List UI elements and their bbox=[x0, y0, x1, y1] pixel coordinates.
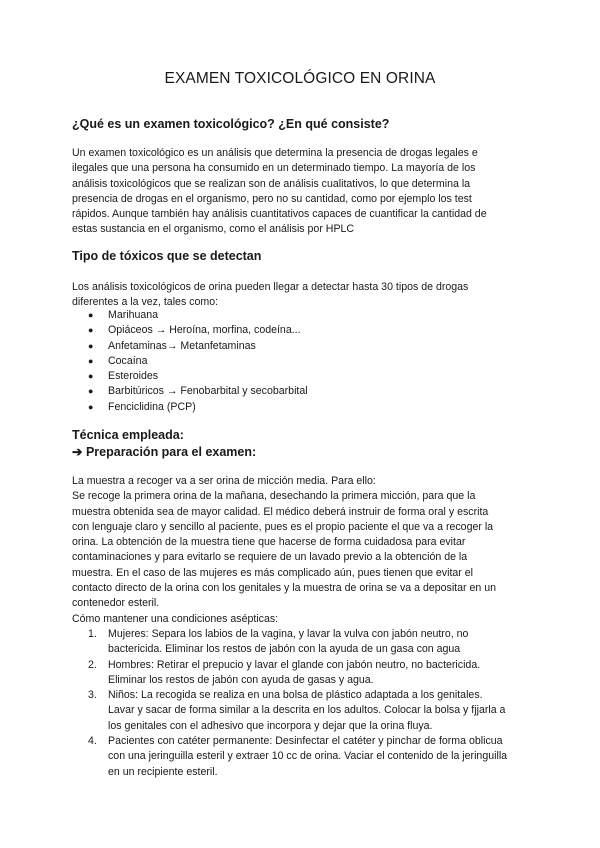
paragraph-line: estas sustancia en el organismo, como el análisis por HPLC bbox=[72, 223, 355, 236]
paragraph-line: presencia de drogas en el organismo, pero no su cantidad, como por ejemplo los test bbox=[72, 192, 472, 205]
section-heading-toxics: Tipo de tóxicos que se detectan bbox=[72, 249, 262, 263]
paragraph-line: La muestra a recoger va a ser orina de micción media. Para ello: bbox=[72, 475, 376, 487]
list-item-line: bactericida. Eliminar los restos de jabón con la ayuda de un gasa con agua bbox=[108, 643, 461, 656]
list-item-line: Lavar y sacar de forma similar a la descrita en los adultos. Colocar la bolsa y fjjarla a bbox=[108, 704, 506, 717]
list-item-line: Mujeres: Separa los labios de la vagina, y lavar la vulva con jabón neutro, no bbox=[108, 628, 469, 640]
section-paragraph-toxics bbox=[72, 280, 534, 311]
list-item-line: Eliminar los restos de jabón con ayuda de gasas y agua. bbox=[108, 673, 374, 686]
section-paragraph-technique bbox=[72, 474, 534, 627]
aseptic-numbered-list bbox=[88, 627, 507, 780]
section-heading-what-is: ¿Qué es un examen toxicológico? ¿En qué consiste? bbox=[72, 117, 390, 131]
list-item-label: Cocaína bbox=[108, 354, 148, 367]
bullet-icon: ● bbox=[88, 371, 94, 382]
list-item-line: Hombres: Retirar el prepucio y lavar el glande con jabón neutro, no bactericida. bbox=[108, 658, 481, 671]
bullet-icon: ● bbox=[88, 386, 94, 397]
paragraph-line: con lenguaje claro y sencillo al paciente, pues es el propio paciente el que va a recoger la bbox=[72, 520, 494, 533]
list-number: 4. bbox=[88, 735, 97, 748]
list-item bbox=[88, 400, 308, 415]
section-subheading-preparation: ➔ Preparación para el examen: bbox=[72, 445, 257, 459]
section-heading-technique: Técnica empleada: bbox=[72, 428, 184, 442]
paragraph-line: muestra obtenida sea de mayor calidad. El médico deberá instruir de forma oral y escrita bbox=[72, 505, 489, 518]
list-item bbox=[88, 354, 308, 369]
paragraph-line: Cómo mantener una condiciones asépticas: bbox=[72, 612, 279, 625]
list-item bbox=[88, 339, 308, 354]
section-paragraph-what-is bbox=[72, 146, 534, 238]
bullet-icon: ● bbox=[88, 340, 94, 351]
list-item bbox=[88, 308, 308, 323]
bullet-icon: ● bbox=[88, 355, 94, 366]
paragraph-line: muestra. En el caso de las mujeres es más complicado aún, pues tienen que evitar el bbox=[72, 566, 474, 579]
paragraph-line: diferentes a la vez, tales como: bbox=[72, 296, 219, 309]
document-title: EXAMEN TOXICOLÓGICO EN ORINA bbox=[164, 70, 436, 87]
paragraph-line: orina. La obtención de la muestra tiene que hacerse de forma cuidadosa para evitar bbox=[72, 536, 466, 549]
list-item-label: Opiáceos → Heroína, morfina, codeína... bbox=[108, 324, 301, 337]
list-item-line: los genitales con el adhesivo que incorpora y dejar que la orina fluya. bbox=[108, 719, 433, 732]
list-item-label: Fenciclidina (PCP) bbox=[108, 400, 196, 413]
paragraph-line: contacto directo de la orina con los genitales y la muestra de orina se va a depositar en un bbox=[72, 582, 497, 595]
list-number: 3. bbox=[88, 689, 97, 702]
list-item-line: Pacientes con catéter permanente: Desinfectar el catéter y pinchar de forma oblicua bbox=[108, 735, 503, 748]
paragraph-line: análisis toxicológicos que se realizan son de análisis cualitativos, lo que determina la bbox=[72, 177, 471, 190]
list-item-label: Esteroides bbox=[108, 370, 159, 383]
paragraph-line: Se recoge la primera orina de la mañana, desechando la primera micción, para que la bbox=[72, 490, 476, 503]
list-item-label: Barbitúricos → Fenobarbital y secobarbital bbox=[108, 385, 308, 398]
list-item bbox=[88, 688, 507, 734]
bullet-icon: ● bbox=[88, 310, 94, 320]
paragraph-line: rápidos. Aunque también hay análisis cuantitativos capaces de cuantificar la cantidad de bbox=[72, 208, 487, 221]
list-item bbox=[88, 323, 308, 338]
list-number: 2. bbox=[88, 658, 97, 671]
list-item-label: Marihuana bbox=[108, 309, 159, 321]
paragraph-line: Un examen toxicológico es un análisis que determina la presencia de drogas legales e bbox=[72, 147, 478, 159]
drug-bullet-list bbox=[88, 308, 308, 415]
list-item bbox=[88, 627, 507, 658]
list-item bbox=[88, 384, 308, 399]
paragraph-line: ilegales que una persona ha consumido en un determinado tiempo. La mayoría de los bbox=[72, 162, 476, 175]
bullet-icon: ● bbox=[88, 401, 94, 412]
list-item-label: Anfetaminas→ Metanfetaminas bbox=[108, 339, 256, 352]
paragraph-line: contaminaciones y para evitarlo se requiere de un lavado previo a la obtención de la bbox=[72, 551, 468, 564]
list-item-line: con una jeringuilla esteril y extraer 10 cc de orina. Vaciar el contenido de la jeringuilla bbox=[108, 750, 508, 763]
list-item-line: Niños: La recogida se realiza en una bolsa de plástico adaptada a los genitales. bbox=[108, 689, 483, 702]
list-item bbox=[88, 369, 308, 384]
bullet-icon: ● bbox=[88, 325, 94, 336]
list-item bbox=[88, 734, 507, 780]
list-number: 1. bbox=[88, 628, 97, 640]
list-item-line: en un recipiente esteril. bbox=[108, 765, 218, 778]
paragraph-line: contenedor esteril. bbox=[72, 597, 160, 610]
paragraph-line: Los análisis toxicológicos de orina pueden llegar a detectar hasta 30 tipos de drogas bbox=[72, 281, 469, 293]
list-item bbox=[88, 658, 507, 689]
